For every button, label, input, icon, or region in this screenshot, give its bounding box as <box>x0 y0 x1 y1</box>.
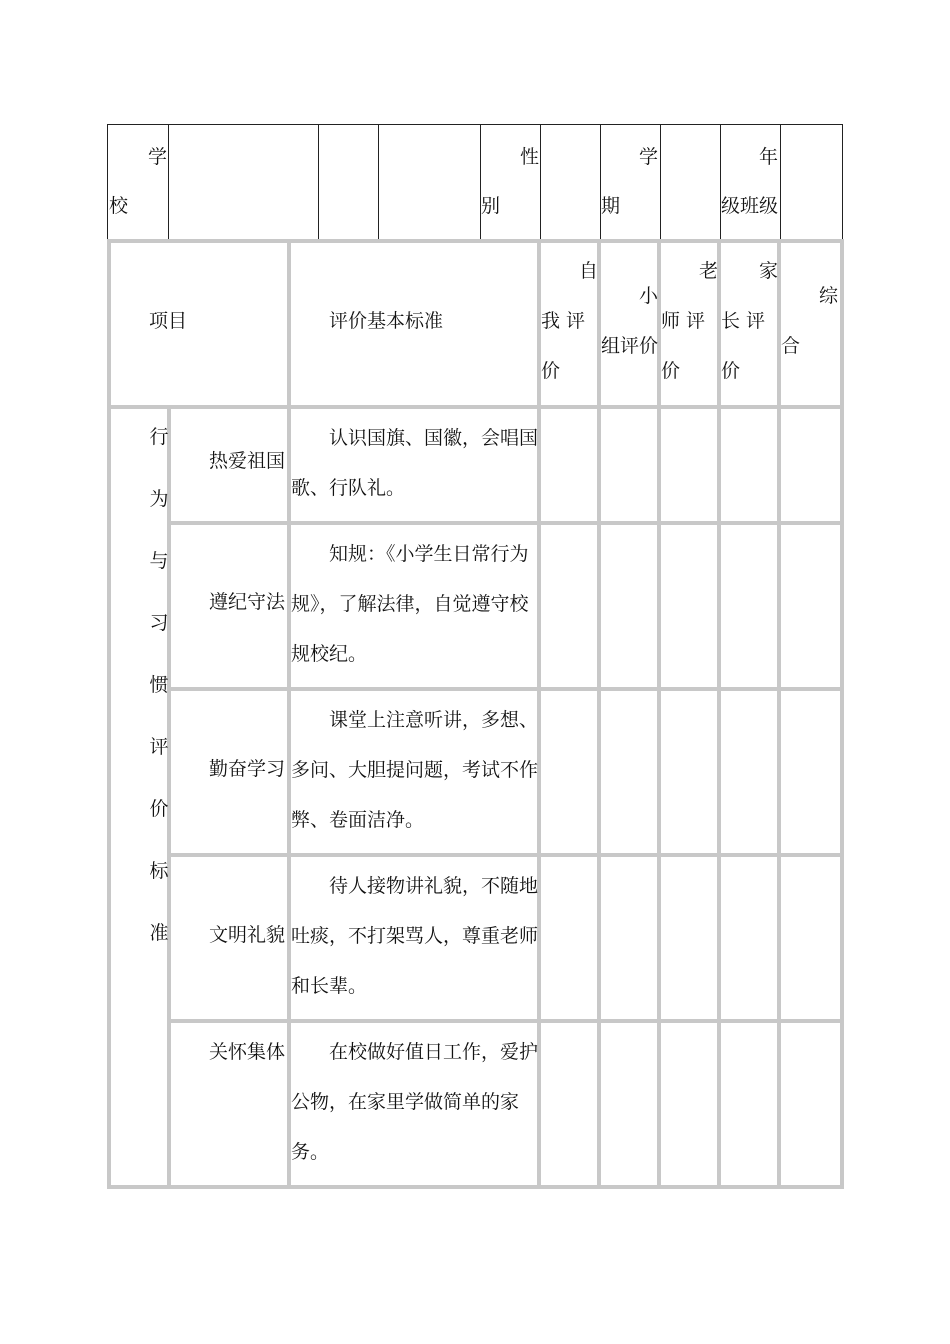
standard-header: 评价基本标准 <box>329 310 444 332</box>
student-info-header <box>107 124 843 242</box>
self-eval-header-3: 价 <box>541 360 561 382</box>
category-char: 准 <box>149 922 169 944</box>
table-row-item <box>169 1021 289 1187</box>
table-row-standard <box>289 523 539 689</box>
standard-text: 待人接物讲礼貌，不随地吐痰，不打架骂人，尊重老师和长辈。 <box>291 875 539 997</box>
group-eval-input-cell[interactable] <box>599 855 659 1021</box>
name-value-cell[interactable] <box>379 125 481 241</box>
teacher-eval-input-cell[interactable] <box>659 1021 719 1187</box>
item-label: 遵纪守法 <box>209 591 286 613</box>
category-vertical-text <box>149 417 169 975</box>
school-label-cell <box>108 125 169 241</box>
parent-eval-header-3: 价 <box>721 360 741 382</box>
table-row-standard <box>289 1021 539 1187</box>
table-row-standard <box>289 689 539 855</box>
parent-eval-input-cell[interactable] <box>719 407 779 523</box>
item-label: 热爱祖国 <box>209 450 286 472</box>
self-eval-header-2: 我 评 <box>541 310 586 332</box>
teacher-eval-input-cell[interactable] <box>659 407 719 523</box>
standard-text: 知规：《小学生日常行为规》，了解法律，自觉遵守校规校纪。 <box>291 543 529 665</box>
teacher-eval-header-2: 师 评 <box>661 310 706 332</box>
standard-text: 认识国旗、国徽，会唱国歌、行队礼。 <box>291 427 539 499</box>
group-eval-input-cell[interactable] <box>599 407 659 523</box>
project-header-cell <box>109 241 289 407</box>
grade-label-rest: 级班级 <box>721 195 779 217</box>
category-char: 标 <box>149 860 169 882</box>
gender-label-cell <box>481 125 541 241</box>
group-eval-input-cell[interactable] <box>599 1021 659 1187</box>
table-row-standard <box>289 407 539 523</box>
category-char: 评 <box>149 736 169 758</box>
overall-header-1: 综 <box>819 285 839 307</box>
table-row-standard <box>289 855 539 1021</box>
parent-eval-header-2: 长 评 <box>721 310 766 332</box>
table-row-item <box>169 689 289 855</box>
grade-label-char1: 年 <box>759 146 779 168</box>
school-label-char1: 学 <box>148 146 168 168</box>
overall-input-cell[interactable] <box>779 689 842 855</box>
self-eval-input-cell[interactable] <box>539 855 599 1021</box>
parent-eval-input-cell[interactable] <box>719 1021 779 1187</box>
standard-header-cell <box>289 241 539 407</box>
teacher-eval-input-cell[interactable] <box>659 523 719 689</box>
grade-label-cell <box>721 125 781 241</box>
table-row-item <box>169 523 289 689</box>
evaluation-table <box>107 239 844 1189</box>
school-value-cell[interactable] <box>169 125 319 241</box>
teacher-eval-input-cell[interactable] <box>659 689 719 855</box>
project-header: 项目 <box>149 310 188 332</box>
standard-text: 课堂上注意听讲，多想、多问、大胆提问题，考试不作弊、卷面洁净。 <box>291 709 539 831</box>
gender-label-char1: 性 <box>520 146 540 168</box>
overall-input-cell[interactable] <box>779 523 842 689</box>
category-cell <box>109 407 169 1187</box>
term-value-cell[interactable] <box>661 125 721 241</box>
grade-value-cell[interactable] <box>781 125 842 241</box>
item-label: 勤奋学习 <box>209 758 286 780</box>
self-eval-header-1: 自 <box>579 260 599 282</box>
overall-header-2: 合 <box>781 335 801 357</box>
term-label-char2: 期 <box>601 195 621 217</box>
table-row-item <box>169 407 289 523</box>
self-eval-input-cell[interactable] <box>539 523 599 689</box>
table-row-item <box>169 855 289 1021</box>
name-label-cell <box>319 125 379 241</box>
category-char: 行 <box>149 426 169 448</box>
gender-value-cell[interactable] <box>541 125 601 241</box>
group-eval-input-cell[interactable] <box>599 523 659 689</box>
self-eval-input-cell[interactable] <box>539 689 599 855</box>
self-eval-input-cell[interactable] <box>539 1021 599 1187</box>
gender-label-char2: 别 <box>481 195 501 217</box>
group-eval-input-cell[interactable] <box>599 689 659 855</box>
overall-input-cell[interactable] <box>779 1021 842 1187</box>
teacher-eval-input-cell[interactable] <box>659 855 719 1021</box>
category-char: 与 <box>149 550 169 572</box>
school-label-char2: 校 <box>109 195 129 217</box>
parent-eval-header-1: 家 <box>759 260 779 282</box>
group-eval-header-1: 小 <box>639 285 659 307</box>
teacher-eval-header-3: 价 <box>661 360 681 382</box>
parent-eval-header-cell <box>719 241 779 407</box>
teacher-eval-header-cell <box>659 241 719 407</box>
self-eval-header-cell <box>539 241 599 407</box>
item-label: 文明礼貌 <box>209 924 286 946</box>
category-char: 价 <box>149 798 169 820</box>
group-eval-header-2: 组评价 <box>601 335 659 357</box>
group-eval-header-cell <box>599 241 659 407</box>
overall-input-cell[interactable] <box>779 407 842 523</box>
category-char: 习 <box>149 612 169 634</box>
standard-text: 在校做好值日工作，爱护公物，在家里学做简单的家务。 <box>291 1041 539 1163</box>
parent-eval-input-cell[interactable] <box>719 855 779 1021</box>
category-char: 惯 <box>149 674 169 696</box>
category-char: 为 <box>149 488 169 510</box>
term-label-cell <box>601 125 661 241</box>
term-label-char1: 学 <box>639 146 659 168</box>
self-eval-input-cell[interactable] <box>539 407 599 523</box>
parent-eval-input-cell[interactable] <box>719 523 779 689</box>
parent-eval-input-cell[interactable] <box>719 689 779 855</box>
teacher-eval-header-1: 老 <box>699 260 719 282</box>
overall-input-cell[interactable] <box>779 855 842 1021</box>
overall-header-cell <box>779 241 842 407</box>
item-label: 关怀集体 <box>209 1041 286 1063</box>
